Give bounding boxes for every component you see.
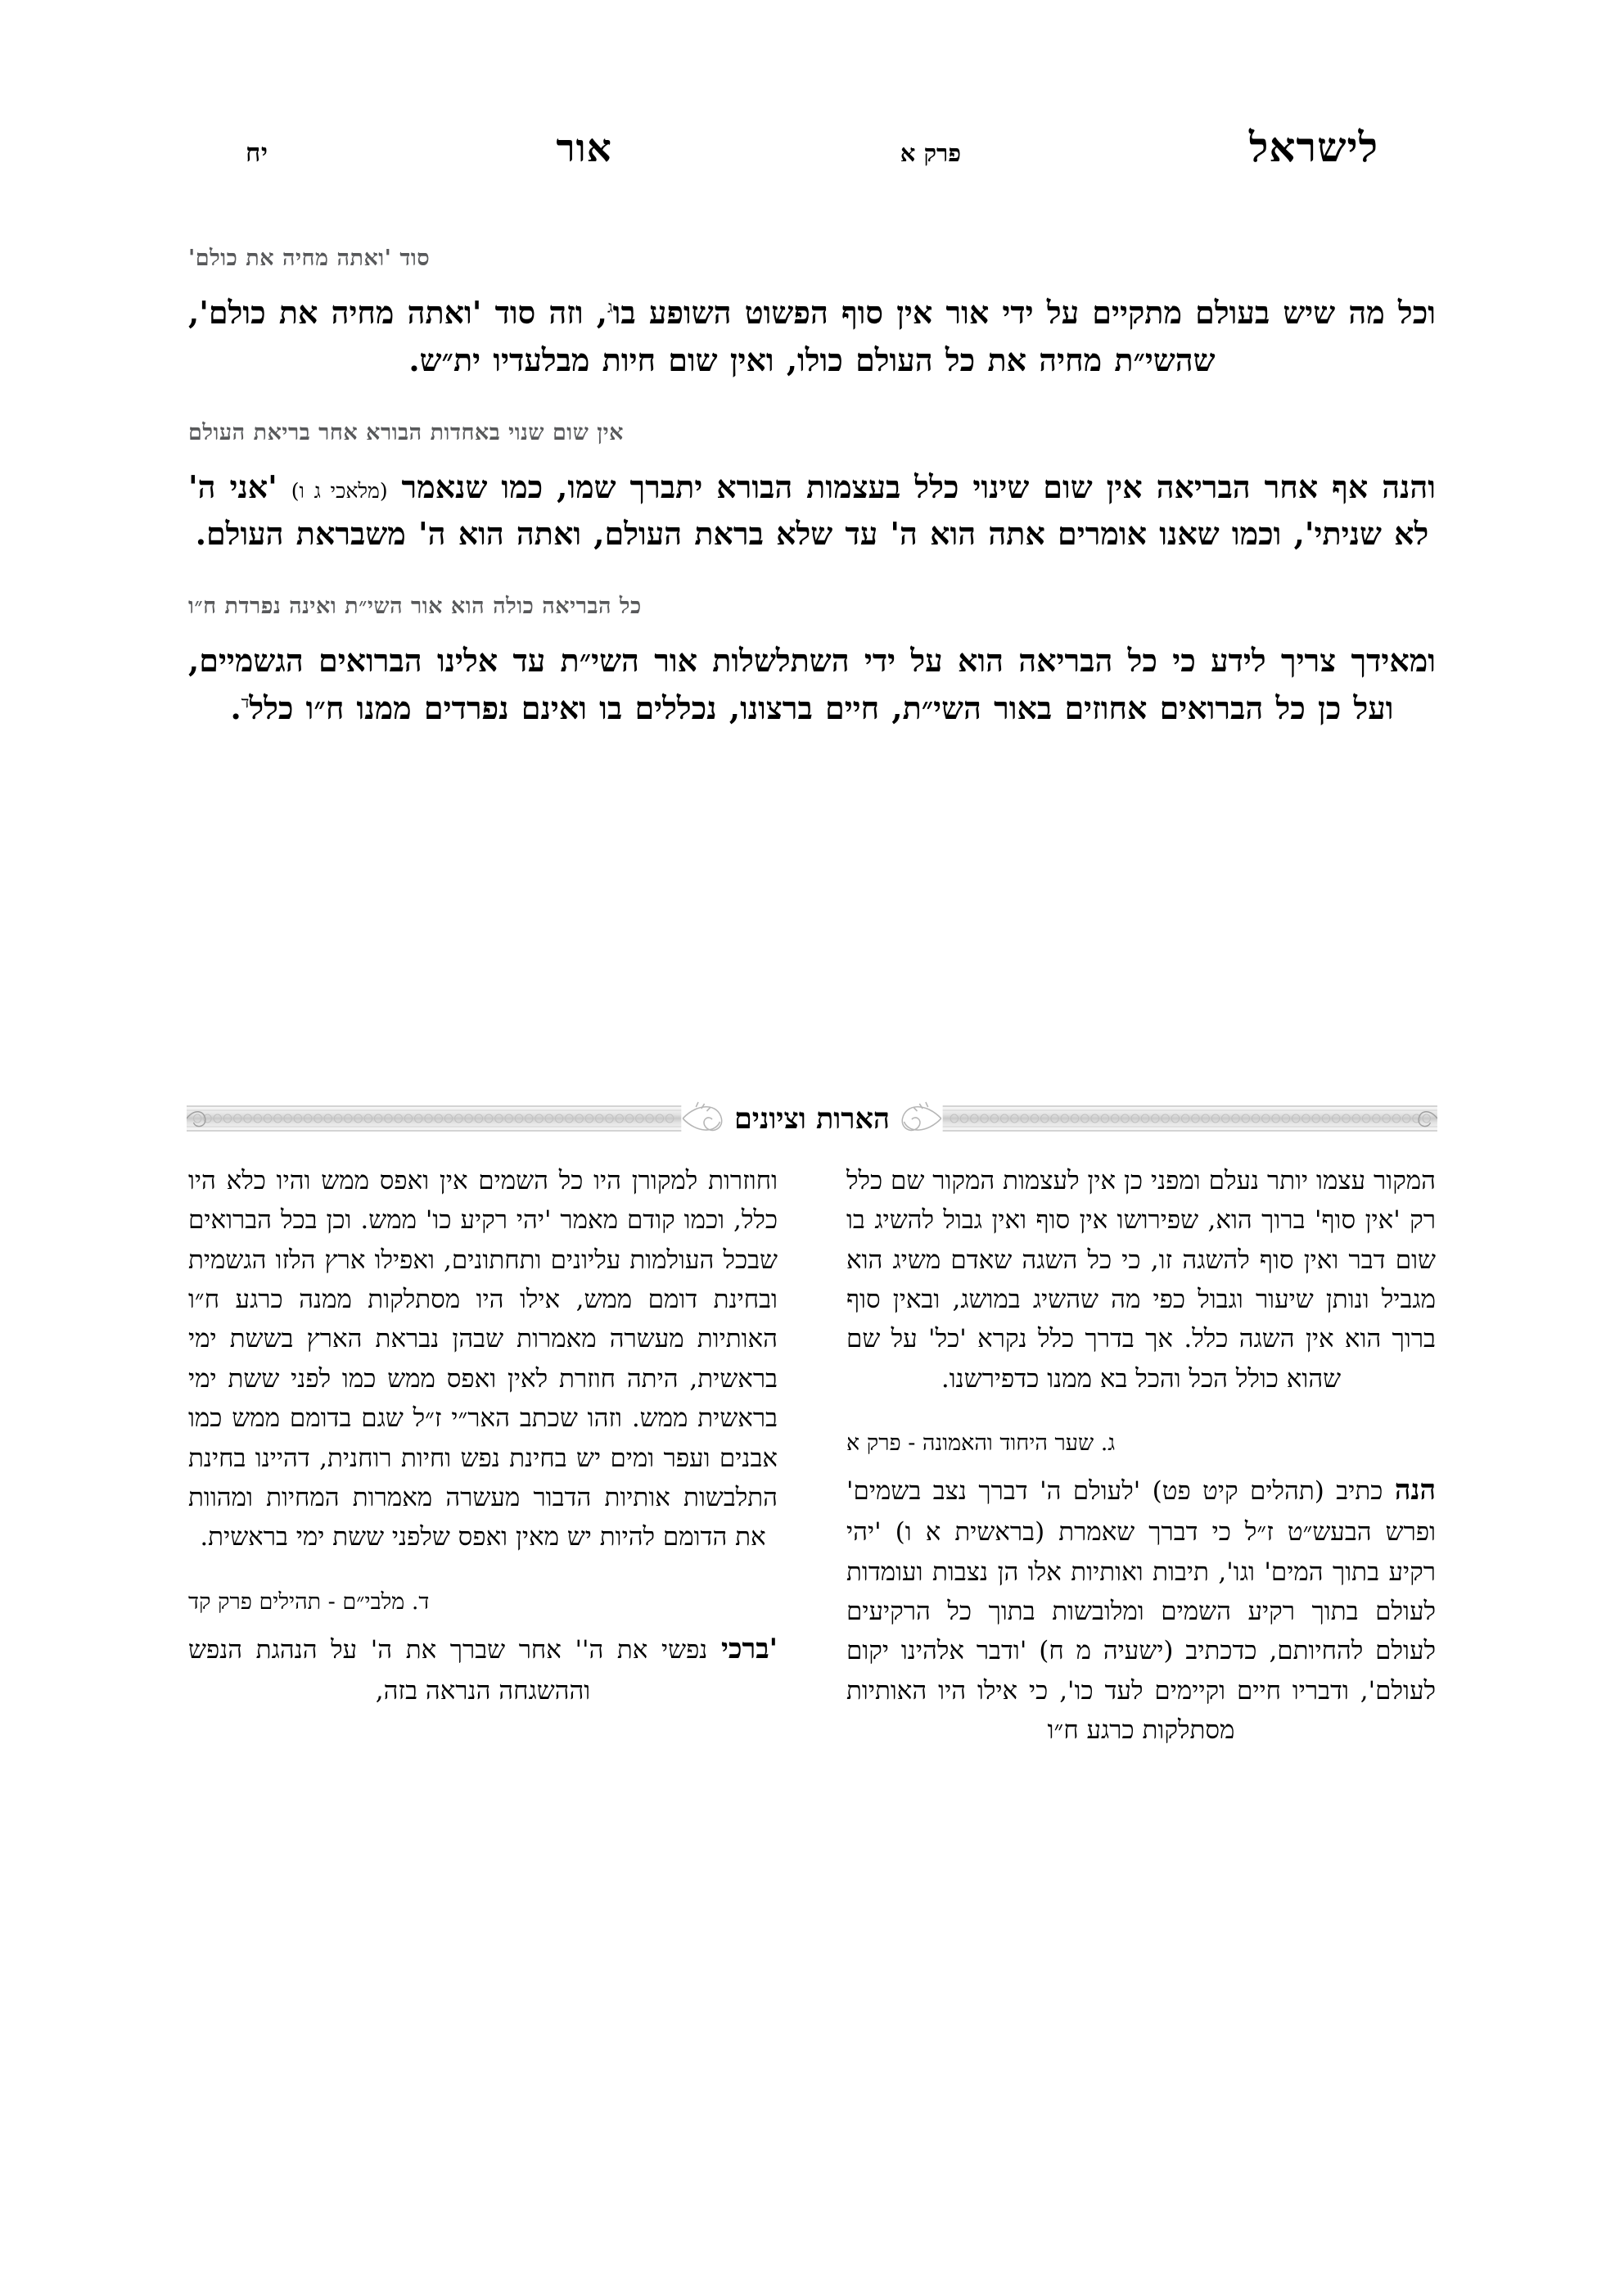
note-index-gimel: ג.: [1100, 1430, 1116, 1457]
note-lead-word: 'ברכי: [720, 1632, 778, 1665]
note-paragraph: וחוזרות למקורן היו כל השמים אין ואפס ממש והיו כלא היו כלל, וכמו קודם מאמר 'יהי רקיע כו' ממש. וכן בכל הברואים שבכל העולמות עליונים ותחתונים, ואפילו ארץ הלזו הגשמית ובחינת דומם ממש, אילו היו מסתלקות ממנה כרגע ח״ו האותיות מעשרה מאמרות שבהן נבראת הארץ בששת ימי בראשית, היתה חוזרת לאין ואפס ממש כמו לפני ששת ימי בראשית ממש. וזהו שכתב האר״י ז״ל שגם בדומם ממש כמו אבנים ועפר ומים יש בחינת נפש וחיות רוחנית, דהיינו בחינת התלבשות אותיות הדבור מעשרה מאמרות המחיות ומהוות את הדומם להיות יש מאין ואפס שלפני ששת ימי בראשית.: [188, 1166, 778, 1552]
section-subheading-2: אין שום שנוי באחדות הבורא אחר בריאת העולם: [188, 419, 625, 445]
divider-label: הארות וציונים: [728, 1102, 896, 1136]
main-section-2: [188, 420, 1436, 558]
footnote-marker-daled: ד: [241, 692, 250, 712]
main-section-3: [188, 594, 1436, 732]
divider-ornament-icon: [896, 1100, 1437, 1136]
paragraph-text-2b: 'אני ה' לא שניתי', וכמו שאנו אומרים אתה הוא ה' עד שלא בראת העולם, ואתה הוא ה' משבראת העולם.: [188, 468, 1429, 553]
note-paragraph: המקור עצמו יותר נעלם ומפני כן אין לעצמות המקור שם כלל רק 'אין סוף' ברוך הוא, שפירושו אין סוף ואין גבול להשיג בו שום דבר ואין סוף להשגה זו, כי כל השגה שאדם משיג הוא מגביל ונותן שיעור וגבול כפי מה שהשיג במושג, ובאין סוף ברוך הוא אין השגה כלל. אך בדרך כלל נקרא 'כל' על שם שהוא כולל הכל והכל בא ממנו כדפירשנו.: [846, 1166, 1436, 1394]
paragraph-text-2a: אף אחר הבריאה אין שום שינוי כלל בעצמות הבורא יתברך שמו, כמו שנאמר: [387, 468, 1383, 505]
main-section-1: [188, 246, 1436, 384]
divider-ornament-left: [187, 1100, 728, 1136]
paragraph-text-3b: .: [230, 689, 241, 726]
running-header: [246, 123, 1378, 188]
paragraph-text-1b: , וזה סוד 'ואתה מחיה את כולם', שהשי״ת מחיה את כל העולם כולו, ואין שום חיות מבלעדיו ית״ש.: [188, 294, 1216, 378]
footnote-marker-gimel: ג: [607, 296, 613, 317]
section-paragraph-1: [188, 289, 1436, 384]
paragraph-lead-word-1: וכל: [1397, 294, 1436, 331]
header-page-title: לישראל: [1249, 123, 1378, 171]
main-text-area: [188, 246, 1436, 768]
note-source-heading: [188, 1585, 778, 1620]
note-index-daled: ד.: [411, 1588, 430, 1615]
divider-ornament-right: [896, 1100, 1437, 1136]
paragraph-text-1a: מה שיש בעולם מתקיים על ידי אור אין סוף הפשוט השופע בו: [612, 294, 1398, 331]
paragraph-lead-word-2: והנה: [1382, 468, 1436, 505]
paragraph-lead-word-3: ומאידך: [1351, 642, 1436, 679]
note-source-title: מלבי״ם - תהילים פרק קד: [188, 1588, 405, 1615]
note-paragraph: [188, 1628, 778, 1710]
header-book-title: אור: [556, 126, 612, 171]
note-source-heading: [846, 1426, 1436, 1461]
header-chapter: פרק א: [900, 139, 962, 167]
notes-section-divider: [187, 1089, 1437, 1148]
section-paragraph-2: [188, 463, 1436, 558]
note-lead-word: הנה: [1394, 1474, 1436, 1507]
scripture-citation-malachi: (מלאכי ג ו): [291, 478, 388, 503]
note-paragraph-text: נפשי את ה'' אחר שברך את ה' על הנהגת הנפש וההשגחה הנראה בזה,: [188, 1634, 721, 1706]
section-paragraph-3: [188, 637, 1436, 732]
note-paragraph-text: כתיב (תהלים קיט פט) 'לעולם ה' דברך נצב בשמים' ופרש הבעש״ט ז״ל כי דברך שאמרת (בראשית א ו) 'יהי רקיע בתוך המים' וגו', תיבות ואותיות אלו הן נצבות ועומדות לעולם בתוך רקיע השמים ומלובשות בתוך כל הרקיעים לעולם להחיותם, כדכתיב (ישעיה מ ח) 'ודבר אלהינו יקום לעולם', ודבריו חיים וקיימים לעד כו', כי אילו היו האותיות מסתלקות כרגע ח״ו: [846, 1476, 1436, 1746]
notes-column-right: [846, 1161, 1436, 2225]
notes-columns: [188, 1161, 1436, 2225]
section-subheading-1: סוד 'ואתה מחיה את כולם': [188, 246, 431, 271]
note-source-title: שער היחוד והאמונה - פרק א: [846, 1430, 1094, 1457]
notes-column-left: [188, 1161, 778, 2225]
divider-ornament-icon: [187, 1100, 728, 1136]
paragraph-text-3a: צריך לידע כי כל הבריאה הוא על ידי השתלשלות אור השי״ת עד אלינו הברואים הגשמיים, ועל כן כל הברואים אחוזים באור השי״ת, חיים ברצונו, נכללים בו ואינם נפרדים ממנו ח״ו כלל: [188, 642, 1394, 726]
header-folio-number: יח: [246, 138, 268, 168]
section-subheading-3: כל הבריאה כולה הוא אור השי״ת ואינה נפרדת ח״ו: [188, 594, 642, 619]
note-paragraph: [846, 1469, 1436, 1750]
